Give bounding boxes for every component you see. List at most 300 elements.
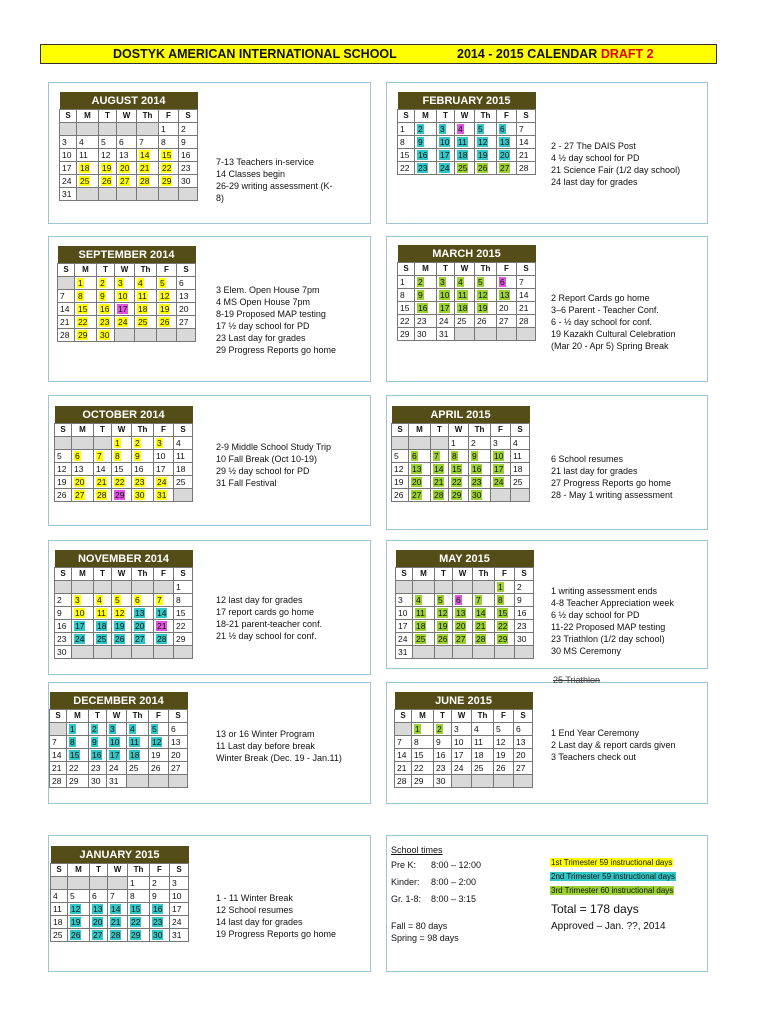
highlighted-day: 11	[130, 737, 139, 747]
highlighted-day: 28	[434, 490, 444, 500]
day-cell: 25	[174, 476, 193, 489]
highlighted-day: 12	[152, 737, 162, 747]
highlighted-day: 30	[135, 490, 145, 500]
day-cell: 29	[398, 328, 415, 341]
day-header: W	[455, 110, 475, 123]
day-cell	[159, 162, 179, 175]
month-title: MARCH 2015	[398, 245, 536, 263]
day-cell	[453, 607, 473, 620]
day-cell	[455, 123, 475, 136]
blank-cell	[435, 646, 453, 659]
day-cell	[455, 162, 475, 175]
highlighted-day: 15	[131, 904, 141, 914]
day-cell	[157, 303, 177, 316]
day-header: W	[108, 864, 128, 877]
day-cell: 24	[396, 633, 413, 646]
calendar-may	[395, 550, 534, 659]
highlighted-day: 11	[458, 137, 467, 147]
blank-cell	[453, 646, 473, 659]
day-cell: 2	[469, 437, 491, 450]
day-cell: 26	[149, 762, 169, 775]
blank-cell	[413, 581, 435, 594]
day-cell: 13	[117, 149, 137, 162]
day-header: S	[511, 424, 530, 437]
day-header: S	[58, 264, 75, 277]
blank-cell	[99, 123, 117, 136]
event-note: 17 report cards go home	[216, 607, 315, 617]
day-cell: 21	[50, 762, 67, 775]
day-cell: 21	[517, 149, 536, 162]
event-note: 2 Last day & report cards given	[551, 740, 676, 750]
day-header: F	[497, 263, 517, 276]
blank-cell	[517, 328, 536, 341]
highlighted-day: 28	[476, 634, 486, 644]
highlighted-day: 27	[500, 163, 510, 173]
day-cell	[89, 736, 107, 749]
highlighted-day: 19	[478, 150, 488, 160]
highlighted-day: 13	[93, 904, 103, 914]
day-cell: 10	[170, 890, 189, 903]
day-header: W	[453, 568, 473, 581]
day-cell: 14	[94, 463, 112, 476]
calendar-header	[40, 44, 717, 64]
day-cell: 27	[497, 315, 517, 328]
notes-may	[551, 585, 674, 657]
day-cell	[75, 329, 97, 342]
event-note: 23 Last day for grades	[216, 333, 306, 343]
day-cell: 25	[51, 929, 68, 942]
highlighted-day: 29	[78, 330, 88, 340]
day-cell: 22	[67, 762, 89, 775]
day-cell	[475, 302, 497, 315]
highlighted-day: 14	[111, 904, 121, 914]
day-cell	[94, 450, 112, 463]
day-header: M	[412, 710, 434, 723]
event-note: 6 School resumes	[551, 454, 624, 464]
day-cell	[497, 289, 517, 302]
blank-cell	[132, 646, 154, 659]
highlighted-day: 10	[118, 291, 128, 301]
day-cell	[413, 594, 435, 607]
notes-aug	[216, 156, 333, 204]
day-header: Th	[128, 864, 150, 877]
day-cell	[415, 302, 437, 315]
day-cell: 1	[174, 581, 193, 594]
day-header: S	[174, 568, 193, 581]
day-cell	[149, 736, 169, 749]
blank-cell	[494, 775, 514, 788]
month-title: OCTOBER 2014	[55, 406, 193, 424]
day-cell: 25	[455, 315, 475, 328]
day-cell	[415, 276, 437, 289]
blank-cell	[127, 775, 149, 788]
day-header: S	[514, 710, 533, 723]
day-header: F	[495, 568, 515, 581]
day-cell: 17	[170, 903, 189, 916]
day-cell: 9	[515, 594, 534, 607]
day-cell	[89, 723, 107, 736]
blank-cell	[392, 437, 409, 450]
highlighted-day: 3	[110, 724, 115, 734]
day-cell: 29	[67, 775, 89, 788]
blank-cell	[149, 775, 169, 788]
day-cell	[413, 607, 435, 620]
fall-days: Fall = 80 days	[391, 921, 448, 931]
day-cell	[97, 329, 115, 342]
blank-cell	[453, 581, 473, 594]
highlighted-day: 3	[118, 278, 123, 288]
highlighted-day: 7	[157, 595, 162, 605]
day-cell: 24	[437, 315, 455, 328]
day-cell	[72, 607, 94, 620]
day-header: M	[75, 264, 97, 277]
day-cell	[117, 175, 137, 188]
highlighted-day: 13	[135, 608, 145, 618]
day-cell: 24	[170, 916, 189, 929]
day-cell	[453, 594, 473, 607]
day-cell	[455, 136, 475, 149]
day-cell	[132, 620, 154, 633]
highlighted-day: 22	[78, 317, 88, 327]
day-cell	[112, 594, 132, 607]
school-time-prek: Pre K: 8:00 – 12:00	[391, 860, 482, 870]
highlighted-day: 16	[418, 150, 428, 160]
highlighted-day: 25	[80, 176, 90, 186]
blank-cell	[117, 123, 137, 136]
day-cell: 19	[392, 476, 409, 489]
day-cell: 4	[77, 136, 99, 149]
highlighted-day: 29	[115, 490, 125, 500]
blank-cell	[94, 646, 112, 659]
event-note: 14 last day for grades	[216, 917, 303, 927]
highlighted-day: 9	[92, 737, 97, 747]
day-header: M	[72, 568, 94, 581]
highlighted-day: 11	[416, 608, 425, 618]
day-cell	[97, 316, 115, 329]
day-cell: 20	[497, 302, 517, 315]
highlighted-day: 18	[138, 304, 148, 314]
blank-cell	[137, 188, 159, 201]
day-cell	[437, 149, 455, 162]
day-header: S	[169, 710, 188, 723]
day-cell	[475, 136, 497, 149]
blank-cell	[514, 775, 533, 788]
day-cell: 30	[515, 633, 534, 646]
highlighted-day: 10	[494, 451, 504, 461]
day-cell: 13	[72, 463, 94, 476]
day-cell: 8	[128, 890, 150, 903]
highlighted-day: 23	[472, 477, 482, 487]
day-header: Th	[132, 568, 154, 581]
blank-cell	[472, 775, 494, 788]
day-cell	[455, 302, 475, 315]
highlighted-day: 18	[97, 621, 107, 631]
day-cell	[455, 149, 475, 162]
notes-apr	[551, 453, 673, 501]
highlighted-day: 24	[157, 477, 167, 487]
day-cell	[128, 929, 150, 942]
highlighted-day: 11	[458, 290, 467, 300]
highlighted-day: 5	[438, 595, 443, 605]
blank-cell	[452, 775, 472, 788]
day-cell: 12	[392, 463, 409, 476]
day-cell: 20	[177, 303, 196, 316]
day-cell	[469, 463, 491, 476]
day-header: S	[179, 110, 198, 123]
spring-days: Spring = 98 days	[391, 933, 459, 943]
day-cell: 14	[517, 289, 536, 302]
highlighted-day: 5	[478, 124, 483, 134]
day-cell	[150, 916, 170, 929]
day-cell	[159, 175, 179, 188]
day-cell: 8	[174, 594, 193, 607]
day-cell: 9	[434, 736, 452, 749]
day-cell: 14	[58, 303, 75, 316]
day-cell	[68, 903, 90, 916]
highlighted-day: 27	[456, 634, 466, 644]
highlighted-day: 20	[412, 477, 422, 487]
highlighted-day: 23	[418, 163, 428, 173]
day-cell	[75, 303, 97, 316]
event-note: 3 Teachers check out	[551, 752, 636, 762]
day-cell	[72, 476, 94, 489]
day-header: T	[437, 263, 455, 276]
day-cell: 26	[494, 762, 514, 775]
day-cell: 4	[174, 437, 193, 450]
day-cell	[127, 749, 149, 762]
day-cell	[94, 620, 112, 633]
highlighted-day: 27	[135, 634, 145, 644]
highlighted-day: 2	[418, 277, 423, 287]
event-note: 27 Progress Reports go home	[551, 478, 672, 488]
day-cell	[431, 489, 449, 502]
blank-cell	[179, 188, 198, 201]
notes-nov	[216, 594, 322, 642]
day-header: S	[398, 263, 415, 276]
blank-cell	[413, 646, 435, 659]
highlighted-day: 16	[418, 303, 428, 313]
day-cell	[469, 476, 491, 489]
calendar-aug	[59, 92, 198, 201]
approved-date: Approved – Jan. ??, 2014	[551, 921, 666, 932]
day-cell	[135, 316, 157, 329]
day-cell	[112, 437, 132, 450]
day-header: Th	[473, 568, 495, 581]
day-header: M	[72, 424, 94, 437]
highlighted-day: 5	[115, 595, 120, 605]
blank-cell	[51, 877, 68, 890]
day-cell	[89, 749, 107, 762]
day-header: S	[177, 264, 196, 277]
day-cell: 18	[174, 463, 193, 476]
day-cell: 2	[515, 581, 534, 594]
day-cell	[154, 633, 174, 646]
day-cell: 4	[472, 723, 494, 736]
day-cell: 31	[107, 775, 127, 788]
day-cell: 7	[108, 890, 128, 903]
day-cell	[94, 476, 112, 489]
day-cell	[157, 316, 177, 329]
month-title: DECEMBER 2014	[50, 692, 188, 710]
day-header: Th	[137, 110, 159, 123]
day-header: T	[90, 864, 108, 877]
highlighted-day: 25	[458, 163, 468, 173]
day-cell	[137, 162, 159, 175]
blank-cell	[99, 188, 117, 201]
day-cell: 29	[412, 775, 434, 788]
day-cell: 3	[452, 723, 472, 736]
day-cell	[112, 476, 132, 489]
day-cell	[128, 916, 150, 929]
day-header: F	[157, 264, 177, 277]
highlighted-day: 26	[71, 930, 81, 940]
day-cell	[115, 303, 135, 316]
calendar-oct	[54, 406, 193, 502]
day-cell: 5	[55, 450, 72, 463]
highlighted-day: 20	[93, 917, 103, 927]
day-header: T	[99, 110, 117, 123]
day-cell	[437, 302, 455, 315]
month-title: JANUARY 2015	[51, 846, 189, 864]
day-header: Th	[132, 424, 154, 437]
highlighted-day: 19	[160, 304, 170, 314]
blank-cell	[169, 775, 188, 788]
day-cell	[415, 123, 437, 136]
notes-dec	[216, 728, 342, 764]
highlighted-day: 27	[93, 930, 103, 940]
day-cell: 4	[51, 890, 68, 903]
highlighted-day: 22	[498, 621, 508, 631]
day-cell: 29	[174, 633, 193, 646]
day-cell: 28	[58, 329, 75, 342]
day-header: M	[409, 424, 431, 437]
highlighted-day: 10	[440, 137, 450, 147]
day-cell: 3	[60, 136, 77, 149]
day-cell: 1	[159, 123, 179, 136]
highlighted-day: 10	[440, 290, 450, 300]
day-header: W	[112, 568, 132, 581]
day-header: S	[174, 424, 193, 437]
event-note: 11-22 Proposed MAP testing	[551, 622, 666, 632]
day-cell: 19	[55, 476, 72, 489]
event-note: 6 ½ day school for PD	[551, 610, 640, 620]
trimester-1: 1st Trimester 59 instructional days	[551, 858, 673, 867]
day-cell: 15	[412, 749, 434, 762]
event-note: 26-29 writing assessment (K-	[216, 181, 333, 191]
day-header: M	[415, 110, 437, 123]
highlighted-day: 26	[478, 163, 488, 173]
day-cell	[409, 476, 431, 489]
highlighted-day: 4	[416, 595, 421, 605]
day-cell	[475, 123, 497, 136]
day-cell: 11	[511, 450, 530, 463]
day-cell	[415, 149, 437, 162]
event-note: 24 last day for grades	[551, 177, 638, 187]
day-cell: 14	[50, 749, 67, 762]
day-cell	[412, 723, 434, 736]
day-cell	[94, 633, 112, 646]
day-cell	[97, 303, 115, 316]
day-cell	[434, 723, 452, 736]
day-header: T	[437, 110, 455, 123]
day-cell: 1	[398, 276, 415, 289]
day-cell	[154, 594, 174, 607]
highlighted-day: 12	[438, 608, 448, 618]
highlighted-day: 12	[71, 904, 81, 914]
highlighted-day: 13	[456, 608, 466, 618]
highlighted-day: 24	[118, 317, 128, 327]
highlighted-day: 24	[494, 477, 504, 487]
blank-cell	[515, 646, 534, 659]
day-header: W	[117, 110, 137, 123]
highlighted-day: 8	[70, 737, 75, 747]
event-note: 11 Last day before break	[216, 741, 315, 751]
blank-cell	[68, 877, 90, 890]
day-cell: 7	[517, 276, 536, 289]
highlighted-day: 9	[100, 291, 105, 301]
blank-cell	[497, 328, 517, 341]
day-cell	[154, 476, 174, 489]
day-cell	[449, 463, 469, 476]
day-cell	[127, 736, 149, 749]
day-cell: 24	[60, 175, 77, 188]
highlighted-day: 8	[498, 595, 503, 605]
day-cell: 16	[434, 749, 452, 762]
highlighted-day: 7	[434, 451, 439, 461]
blank-cell	[135, 329, 157, 342]
highlighted-day: 15	[162, 150, 172, 160]
day-cell: 11	[77, 149, 99, 162]
blank-cell	[177, 329, 196, 342]
day-cell: 25	[472, 762, 494, 775]
day-cell: 24	[107, 762, 127, 775]
event-note: 21 last day for grades	[551, 466, 638, 476]
highlighted-day: 16	[153, 904, 163, 914]
day-cell	[75, 290, 97, 303]
blank-cell	[409, 437, 431, 450]
day-cell	[455, 276, 475, 289]
event-note: (Mar 20 - Apr 5) Spring Break	[551, 341, 669, 351]
highlighted-day: 1	[78, 278, 83, 288]
day-cell	[154, 489, 174, 502]
day-header: W	[112, 424, 132, 437]
day-cell	[67, 749, 89, 762]
day-cell: 23	[55, 633, 72, 646]
day-cell: 26	[475, 315, 497, 328]
day-cell	[115, 316, 135, 329]
day-cell	[495, 594, 515, 607]
day-cell	[137, 149, 159, 162]
event-note: 29 Progress Reports go home	[216, 345, 337, 355]
highlighted-day: 9	[418, 290, 423, 300]
highlighted-day: 19	[438, 621, 448, 631]
highlighted-day: 26	[102, 176, 112, 186]
calendar-jun	[394, 692, 533, 788]
day-cell	[437, 289, 455, 302]
day-cell: 18	[472, 749, 494, 762]
month-title: MAY 2015	[396, 550, 534, 568]
day-header: Th	[475, 263, 497, 276]
day-cell	[112, 633, 132, 646]
calendar-year: 2014 - 2015 CALENDAR DRAFT 2	[457, 47, 654, 61]
day-cell: 18	[51, 916, 68, 929]
day-cell: 6	[90, 890, 108, 903]
day-cell	[77, 175, 99, 188]
day-cell: 13	[177, 290, 196, 303]
day-header: Th	[127, 710, 149, 723]
event-note: 30 MS Ceremony	[551, 646, 622, 656]
highlighted-day: 18	[80, 163, 90, 173]
